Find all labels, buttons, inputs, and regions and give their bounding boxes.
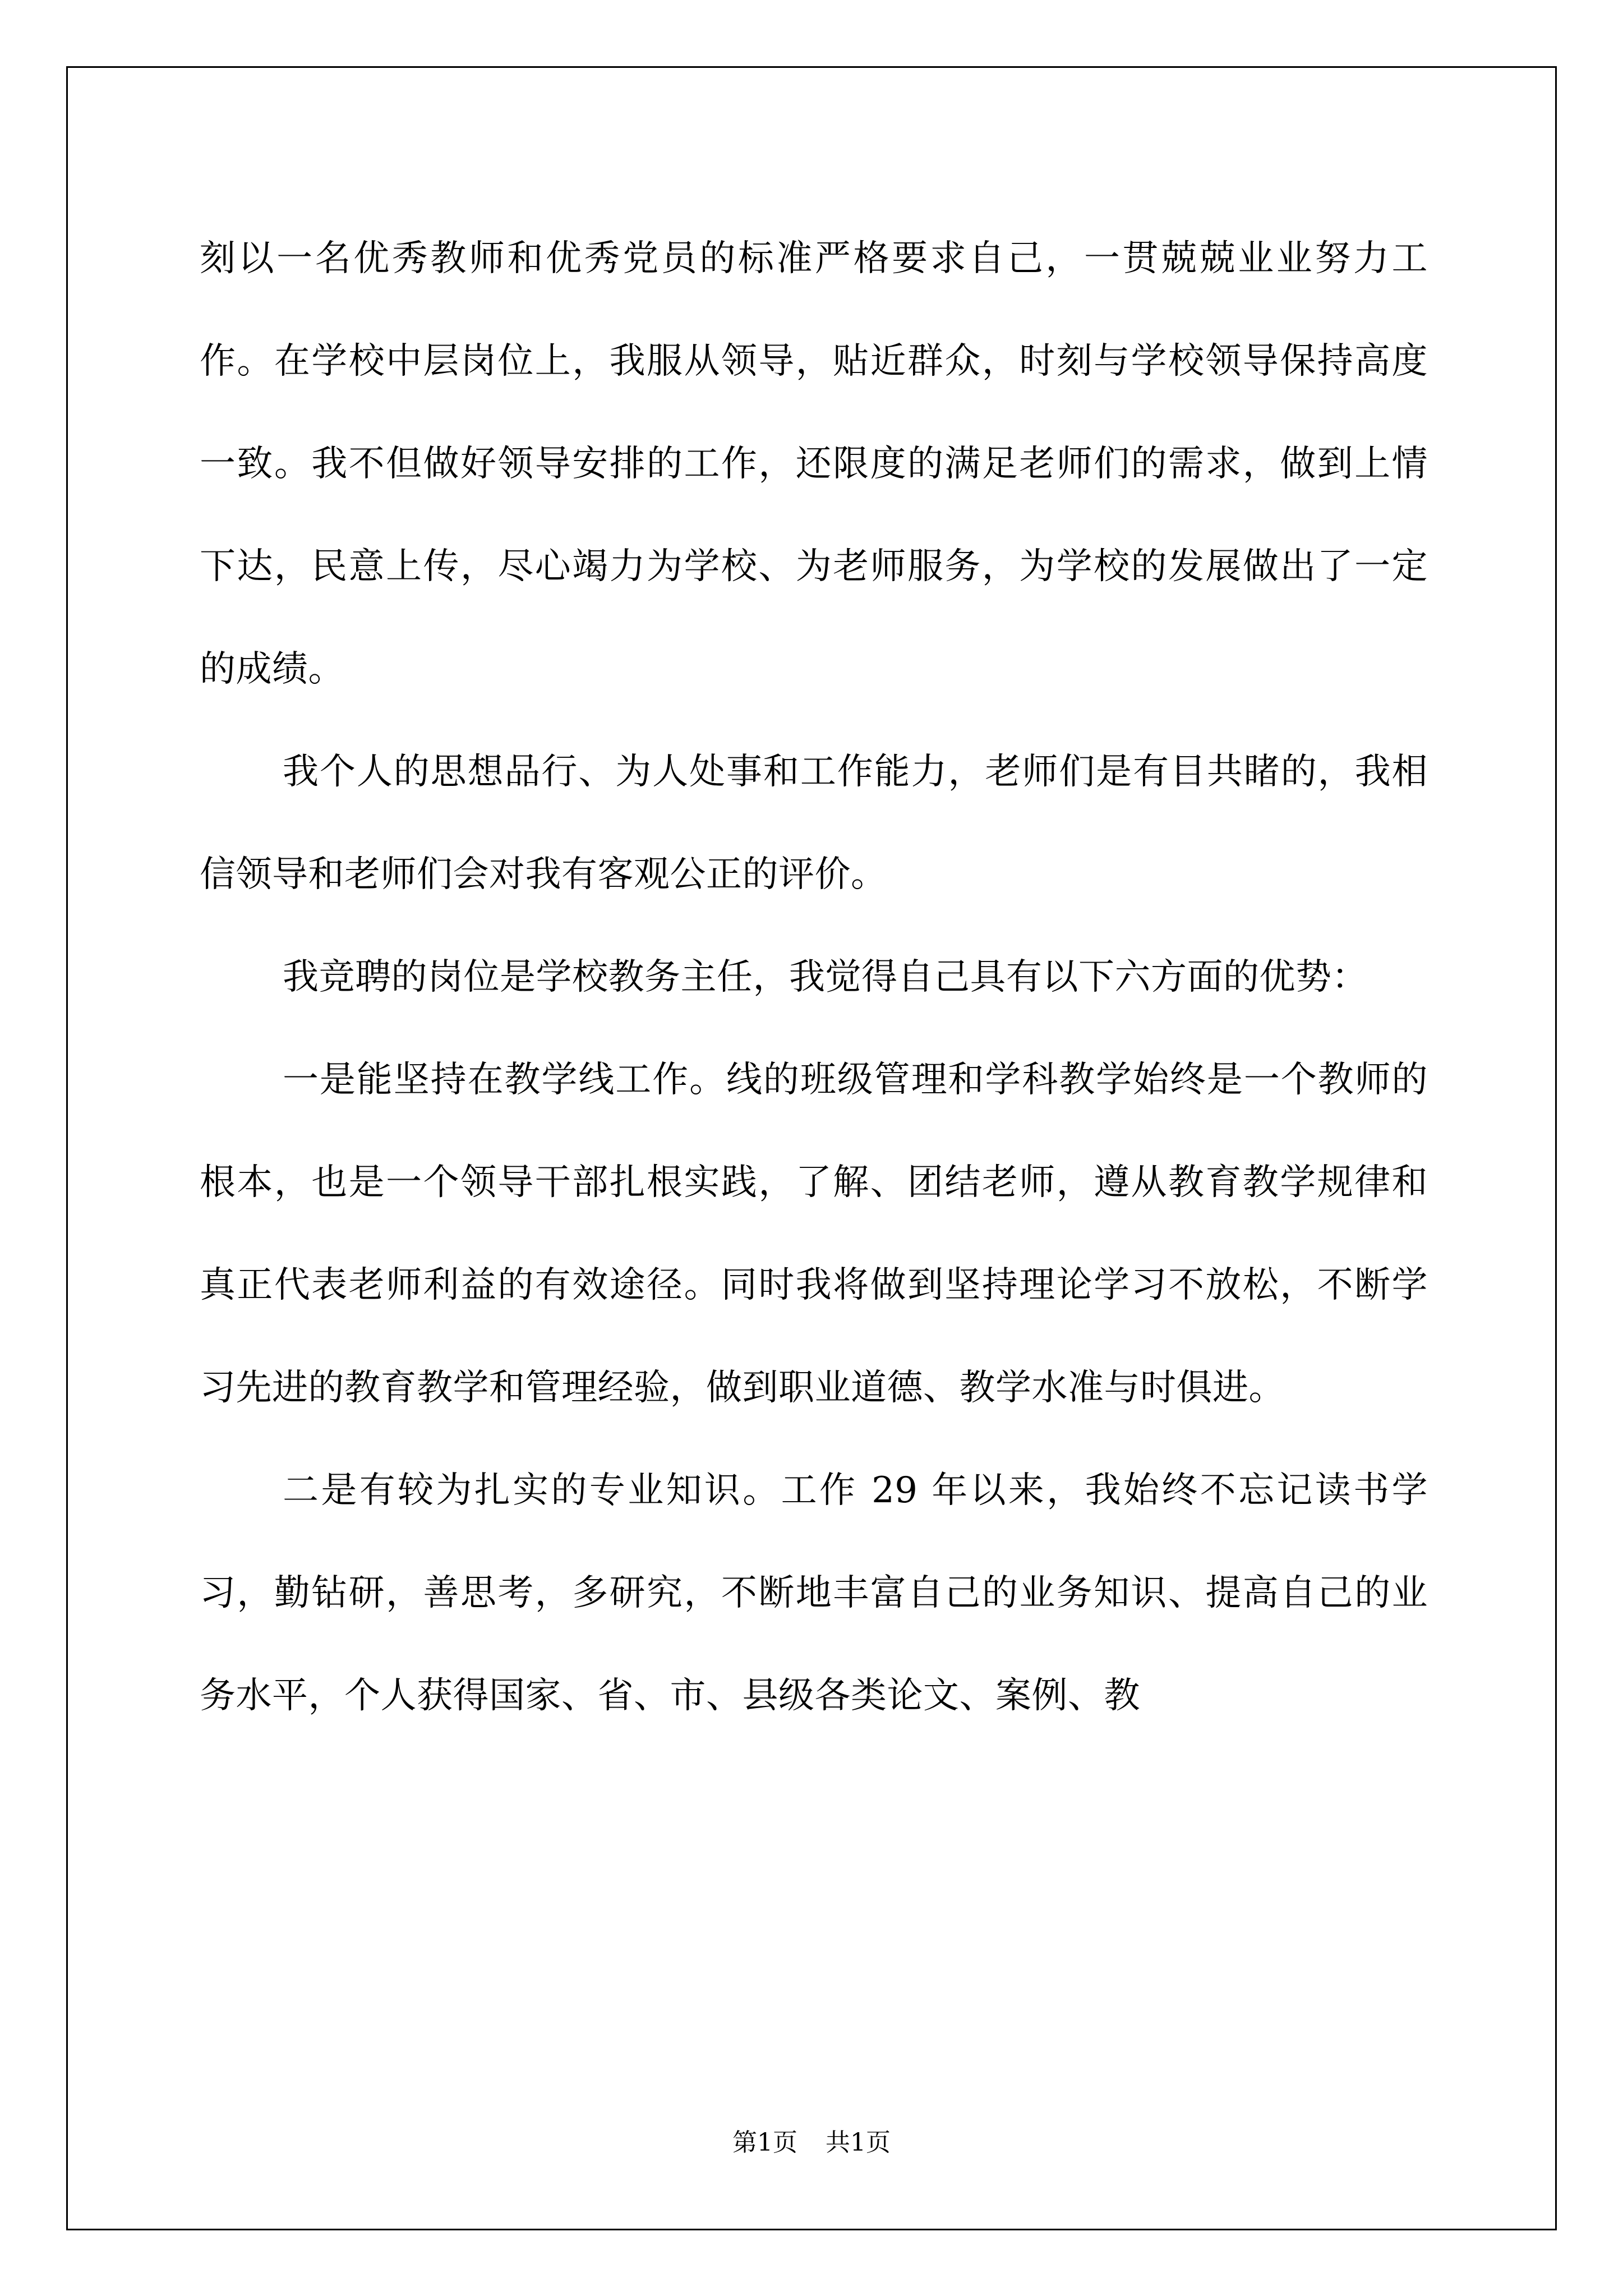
- page-footer: [0, 2126, 1623, 2160]
- paragraph-5: 二是有较为扎实的专业知识。工作 29 年以来，我始终不忘记读书学习，勤钻研，善思考，多研究，不断地丰富自己的业务知识、提高自己的业务水平，个人获得国家、省、市、县级各类论文、案例、教: [200, 1470, 1428, 1717]
- paragraph-4: 一是能坚持在教学线工作。线的班级管理和学科教学始终是一个教师的根本，也是一个领导干部扎根实践，了解、团结老师，遵从教育教学规律和真正代表老师利益的有效途径。同时我将做到坚持理论学习不放松，不断学习先进的教育教学和管理经验，做到职业道德、教学水准与时俱进。: [200, 1059, 1428, 1409]
- paragraph-2: 我个人的思想品行、为人处事和工作能力，老师们是有目共睹的，我相信领导和老师们会对我有客观公正的评价。: [200, 751, 1428, 895]
- page-number: 第1页: [732, 2128, 797, 2157]
- paragraph-3: 我竞聘的岗位是学校教务主任，我觉得自己具有以下六方面的优势：: [283, 956, 1368, 998]
- page-total: 共1页: [826, 2128, 891, 2157]
- paragraph-1: 刻以一名优秀教师和优秀党员的标准严格要求自己，一贯兢兢业业努力工作。在学校中层岗位上，我服从领导，贴近群众，时刻与学校领导保持高度一致。我不但做好领导安排的工作，还限度的满足老师们的需求，做到上情下达，民意上传，尽心竭力为学校、为老师服务，为学校的发展做出了一定的成绩。: [200, 238, 1428, 690]
- document-body: [200, 208, 1428, 1747]
